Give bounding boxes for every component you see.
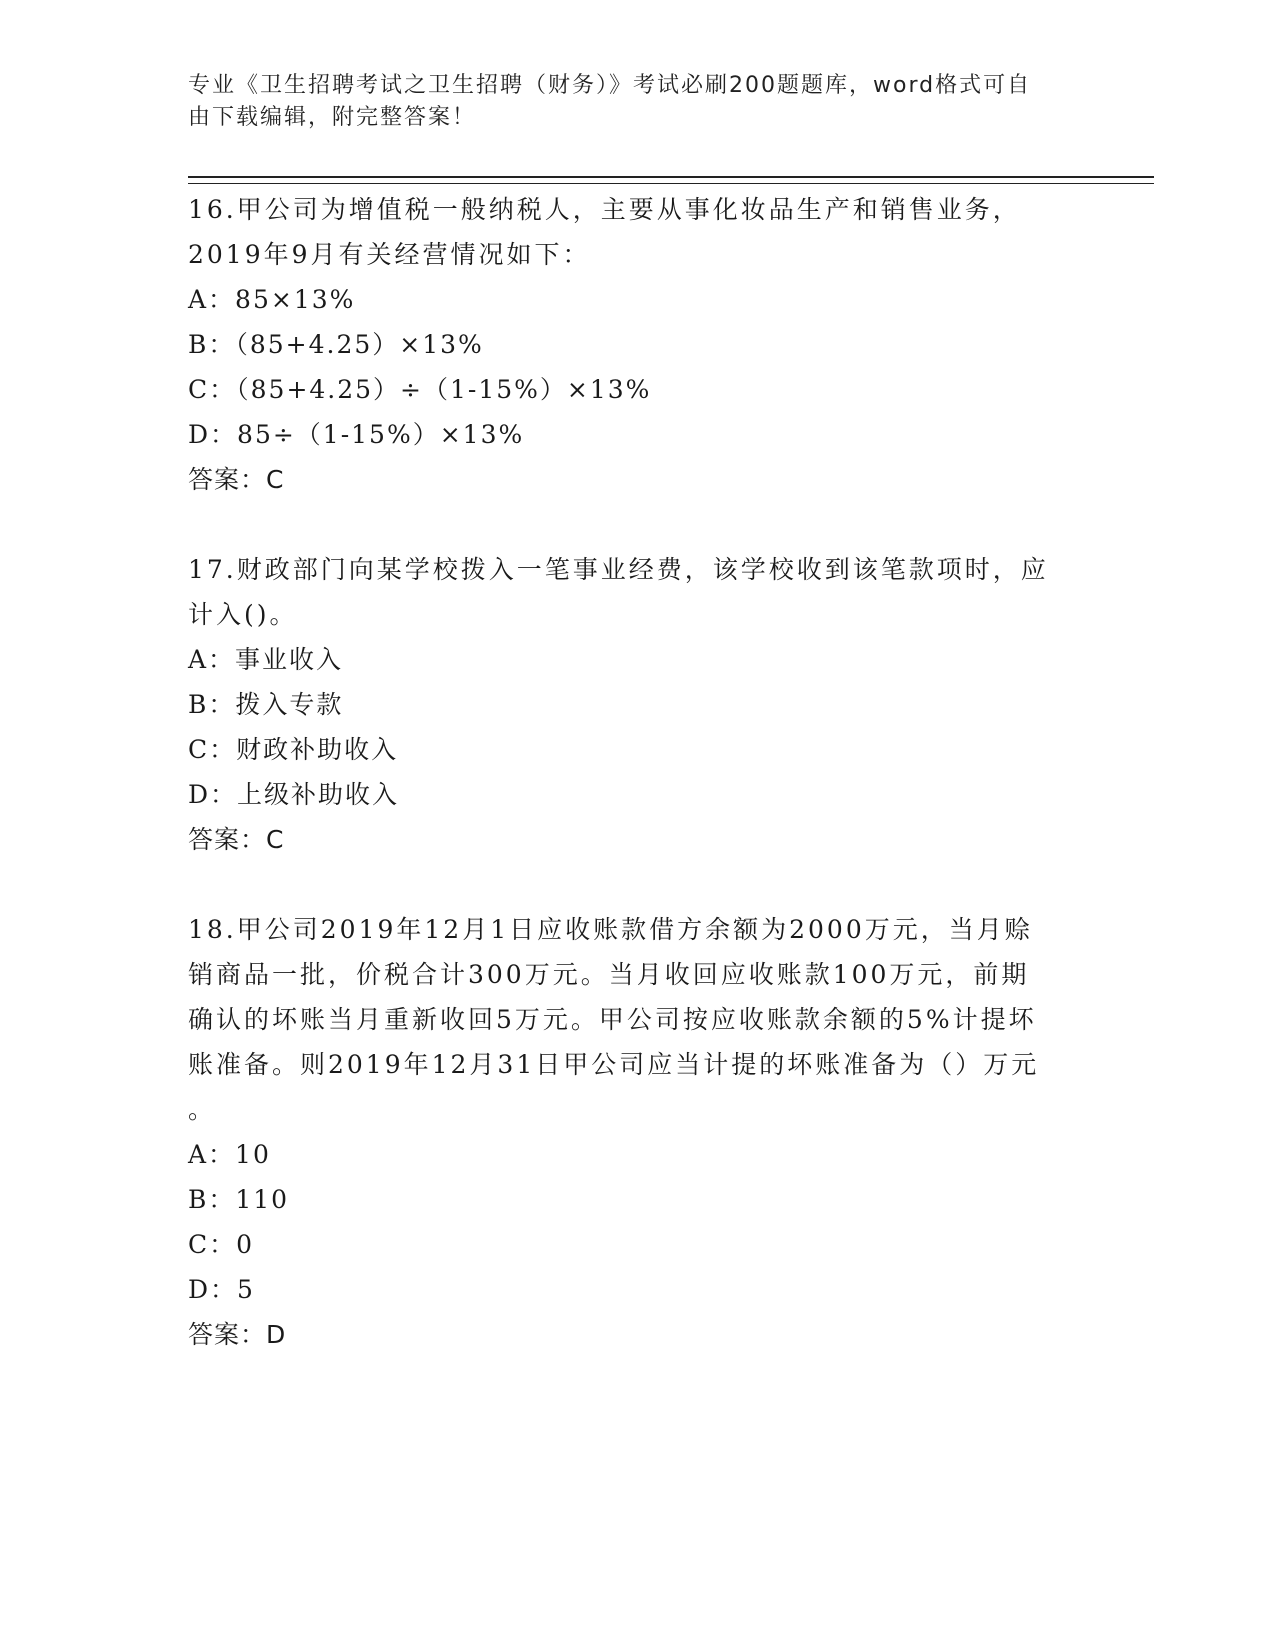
option-b: B：110 [188,1185,290,1214]
answer-line: 答案：D [188,1320,287,1349]
option-a: A：85×13% [188,285,356,314]
answer-line: 答案：C [188,465,285,494]
question-stem-line: 17.财政部门向某学校拨入一笔事业经费，该学校收到该笔款项时，应 [188,555,1049,584]
header-divider-thin [188,183,1154,184]
question-16 [188,187,1088,502]
question-stem-line: 2019年9月有关经营情况如下： [188,240,591,269]
question-18 [188,907,1088,1357]
question-stem-line: 16.甲公司为增值税一般纳税人，主要从事化妆品生产和销售业务， [188,195,1021,224]
question-stem-line: 确认的坏账当月重新收回5万元。甲公司按应收账款余额的5%计提坏 [188,1005,1037,1034]
option-b: B：（85+4.25）×13% [188,330,484,359]
header-line-2: 由下载编辑，附完整答案！ [188,105,477,130]
document-header [188,70,1088,134]
question-stem-line: 。 [188,1095,217,1124]
option-a: A：10 [188,1140,271,1169]
question-stem-line: 计入()。 [188,600,298,629]
option-c: C：（85+4.25）÷（1-15%）×13% [188,375,652,404]
option-a: A：事业收入 [188,645,344,674]
option-d: D：上级补助收入 [188,780,400,809]
header-line-1: 专业《卫生招聘考试之卫生招聘（财务）》考试必刷200题题库，word格式可自 [188,73,1032,98]
option-b: B：拨入专款 [188,690,344,719]
question-stem-line: 销商品一批，价税合计300万元。当月收回应收账款100万元，前期 [188,960,1030,989]
header-divider-thick [188,176,1154,178]
option-c: C：财政补助收入 [188,735,399,764]
question-stem-line: 18.甲公司2019年12月1日应收账款借方余额为2000万元，当月赊 [188,915,1033,944]
answer-line: 答案：C [188,825,285,854]
question-17 [188,547,1088,862]
question-stem-line: 账准备。则2019年12月31日甲公司应当计提的坏账准备为（）万元 [188,1050,1040,1079]
option-d: D：5 [188,1275,255,1304]
option-c: C：0 [188,1230,255,1259]
option-d: D：85÷（1-15%）×13% [188,420,525,449]
